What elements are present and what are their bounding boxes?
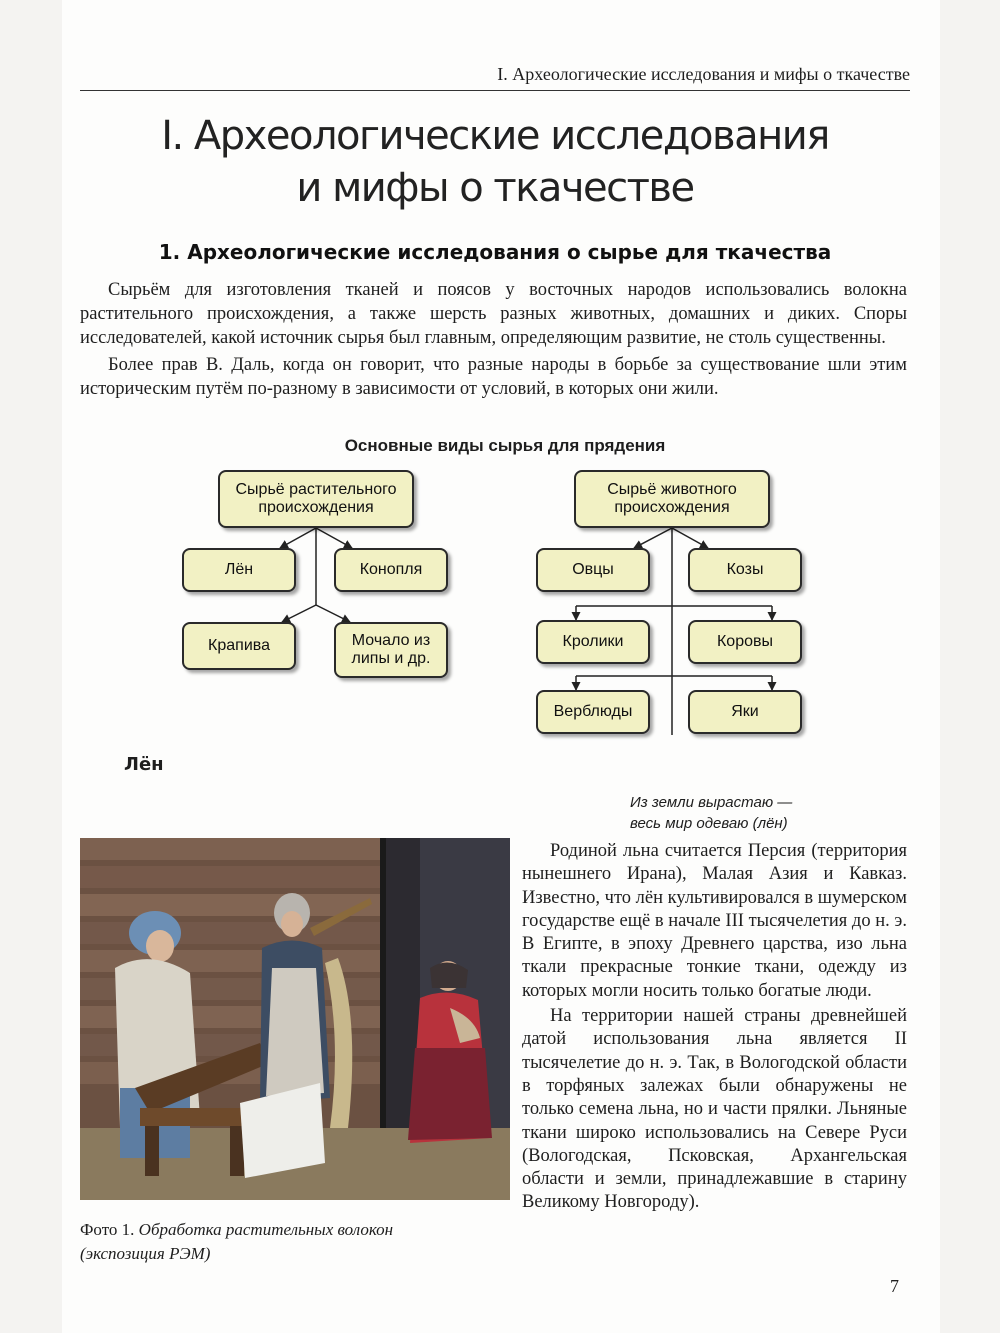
subsection-title: Лён [124,754,164,775]
diagram-box-plant-origin: Сырьё растительного происхождения [218,470,414,528]
diagram-box-goats: Козы [688,548,802,592]
running-head: I. Археологические исследования и мифы о ткачестве [497,64,910,84]
diagram-box-cows: Коровы [688,620,802,664]
flax-paragraph-2: На территории нашей страны древнейшей датой использования льна является II тысячелетие до н. э. Так, в Вологодской области в торфяных залежах были обнаружены не только семена льна, но и части прялки. Льняные ткани широко использовались на Севере Руси (Вологодская, Псковская, Архангельская области и земли, принадлежавшие в старину Великому Новгороду). [522,1006,907,1213]
photo-caption-text: Обработка растительных волокон [138,1220,394,1239]
diagram-box-sheep: Овцы [536,548,650,592]
intro-paragraph-2: Более прав В. Даль, когда он говорит, что разные народы в борьбе за существование шли этим историческим путём по-разному в зависимости от условий, в которых они жили. [80,355,907,399]
diagram-box-rabbits: Кролики [536,620,650,664]
museum-diorama-photo [80,838,510,1200]
photo-caption-line-2: (экспозиция РЭМ) [80,1244,211,1263]
epigraph-line-1: Из земли вырастаю — [630,794,793,811]
diagram-box-nettle: Крапива [182,622,296,670]
epigraph-line-2: весь мир одеваю (лён) [630,815,788,832]
chapter-title-line-1: I. Археологические исследования [161,113,829,159]
diagram-box-yaks: Яки [688,690,802,734]
page-number: 7 [890,1276,899,1296]
diagram-title: Основные виды сырья для прядения [344,436,666,455]
intro-paragraph-1: Сырьём для изготовления тканей и поясов у восточных народов использовались волокна растительного происхождения, а также шерсть разных животных, домашних и диких. Споры исследователей, какой источник сырья был главным, определяющим развитие, не столь существенны. [80,280,907,348]
diagram-box-camels: Верблюды [536,690,650,734]
flax-paragraph-1: Родиной льна считается Персия (территория нынешнего Ирана), Малая Азия и Кавказ. Известно, что лён культивировался в шумерском государстве ещё в начале III тысячелетия до н. э. В Египте, в эпоху Древнего царства, изо льна ткали прекрасные тонкие ткани, одежду из которых могли носить только богатые люди. [522,841,907,1001]
diagram-box-linden-bast: Мочало из липы и др. [334,622,448,678]
section-title: 1. Археологические исследования о сырье для ткачества [158,240,832,264]
photo-caption [80,1218,393,1266]
flax-text [522,840,907,1217]
diagram-box-flax: Лён [182,548,296,592]
diagram-box-animal-origin: Сырьё животного происхождения [574,470,770,528]
chapter-title-line-2: и мифы о ткачестве [296,165,694,211]
diagram-box-hemp: Конопля [334,548,448,592]
photo-caption-label: Фото 1. [80,1220,135,1239]
epigraph [630,792,792,834]
